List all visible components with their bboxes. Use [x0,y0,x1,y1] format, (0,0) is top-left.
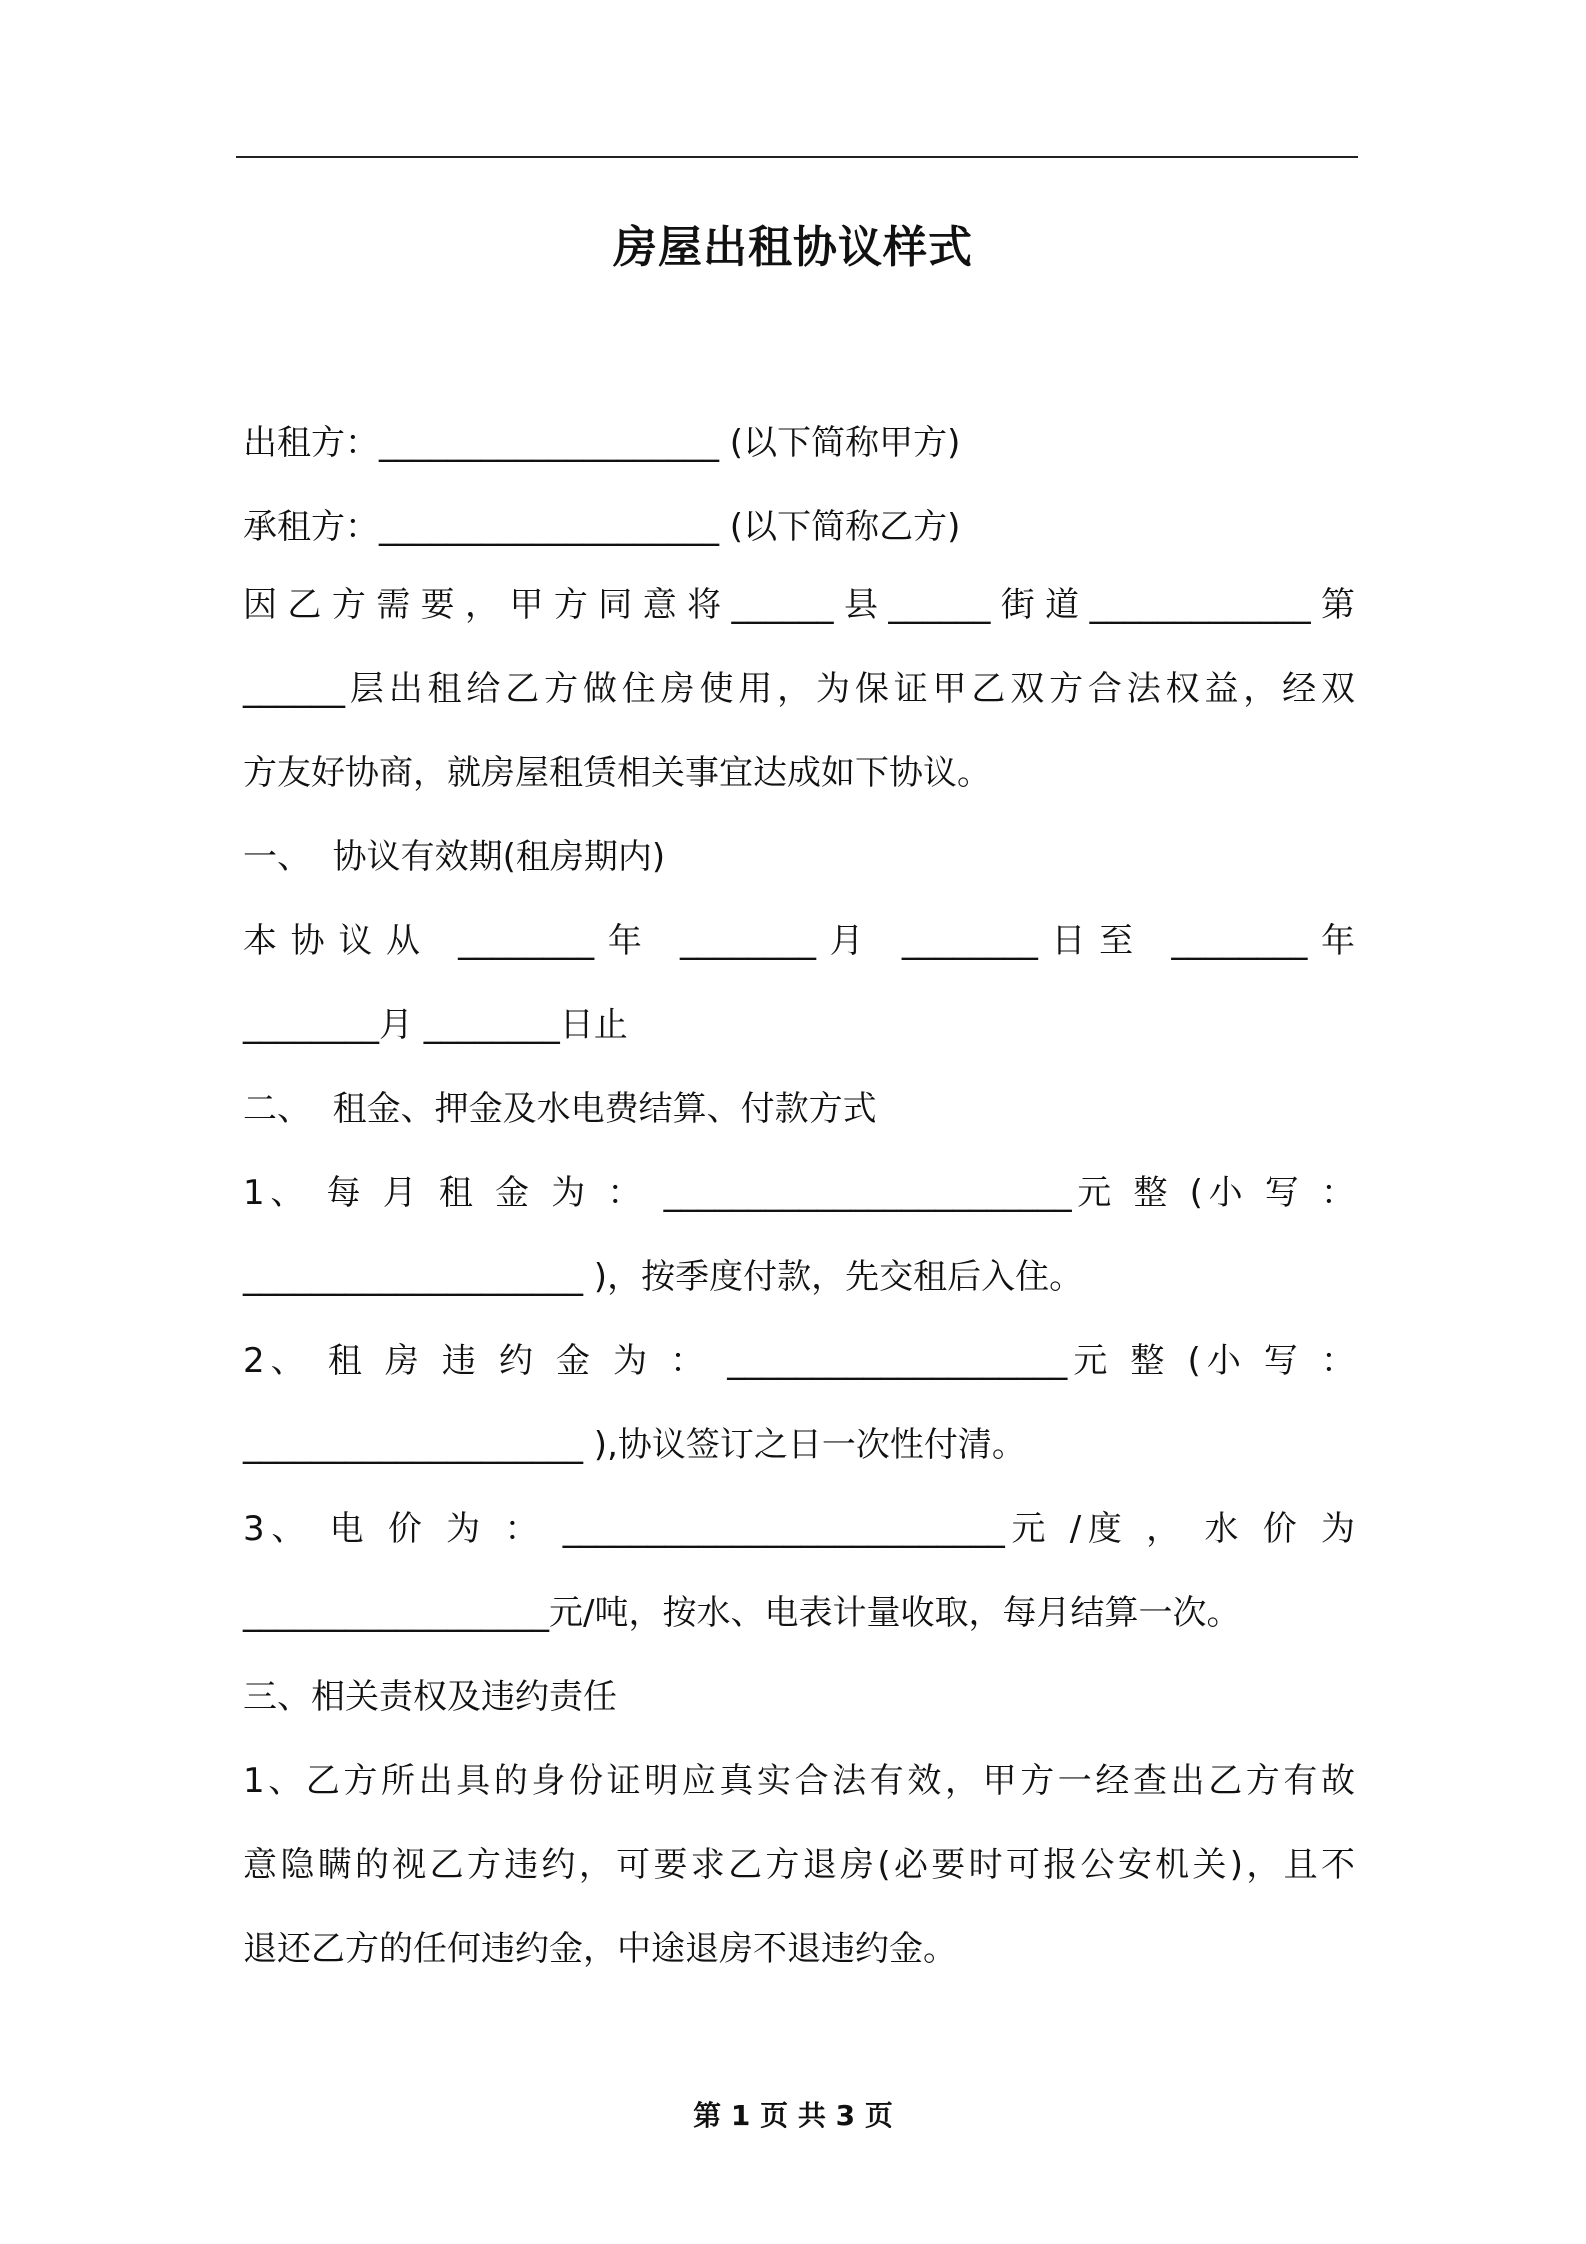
utility-line: 3、 电 价 为 ： __________________________元 /度 ， 水 价 为 [243,1509,1355,1549]
term-line: 本协议从 ________年 ________月 ________日至 ________年 [243,921,1355,961]
rent-line: ____________________ )，按季度付款，先交租后入住。 [243,1257,1084,1297]
section-heading-2: 二、 租金、押金及水电费结算、付款方式 [243,1089,877,1129]
paragraph-line: 方友好协商，就房屋租赁相关事宜达成如下协议。 [243,753,991,793]
lessee-line: 承租方：____________________ (以下简称乙方) [243,507,961,547]
lessor-line: 出租方：____________________ (以下简称甲方) [243,423,961,463]
clause-line: 1、乙方所出具的身份证明应真实合法有效，甲方一经查出乙方有故 [243,1761,1355,1801]
page-number: 第 1 页 共 3 页 [693,2099,893,2132]
header-rule [236,156,1358,158]
paragraph-line: ______层出租给乙方做住房使用，为保证甲乙双方合法权益，经双 [243,669,1355,709]
section-heading-1: 一、 协议有效期(租房期内) [243,837,666,877]
term-line: ________月 ________日止 [243,1005,628,1045]
clause-line: 意隐瞒的视乙方违约，可要求乙方退房(必要时可报公安机关)，且不 [243,1845,1355,1885]
clause-line: 退还乙方的任何违约金，中途退房不退违约金。 [243,1929,957,1969]
document-title: 房屋出租协议样式 [613,222,973,273]
utility-line: __________________元/吨，按水、电表计量收取，每月结算一次。 [243,1593,1241,1633]
section-heading-3: 三、相关责权及违约责任 [243,1677,617,1717]
rent-line: 1、 每 月 租 金 为 ： ________________________元 整 (小 写 ： [243,1173,1355,1213]
paragraph-line: 因乙方需要，甲方同意将______县______街道_____________第 [243,585,1355,625]
penalty-line: 2、 租 房 违 约 金 为 ： ____________________元 整 (小 写 ： [243,1341,1355,1381]
penalty-line: ____________________ ),协议签订之日一次性付清。 [243,1425,1026,1465]
